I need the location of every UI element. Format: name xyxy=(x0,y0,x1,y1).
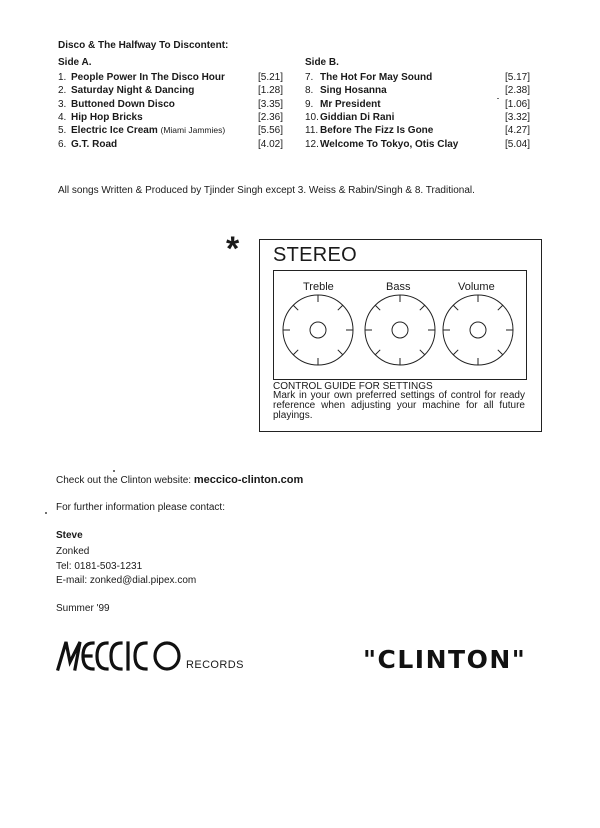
contact-company: Zonked xyxy=(56,546,90,557)
contact-intro: For further information please contact: xyxy=(56,502,225,513)
album-title: Disco & The Halfway To Discontent: xyxy=(58,40,229,51)
track-duration: [2.38] xyxy=(505,85,531,97)
side-b-heading: Side B. xyxy=(305,57,339,68)
volume-dial xyxy=(443,295,513,365)
bass-dial xyxy=(365,295,435,365)
track-row xyxy=(58,84,288,97)
track-title: Giddian Di Rani xyxy=(320,111,395,123)
website-url[interactable]: meccico-clinton.com xyxy=(193,474,304,486)
contact-email: E-mail: zonked@dial.pipex.com xyxy=(56,575,197,586)
meccico-logo xyxy=(56,638,184,672)
track-title: Welcome To Tokyo, Otis Clay xyxy=(320,138,459,150)
track-title: Hip Hop Bricks xyxy=(71,111,143,123)
track-note: (Miami Jammies) xyxy=(160,125,226,136)
track-title: People Power In The Disco Hour xyxy=(71,72,225,83)
track-duration: [5.17] xyxy=(505,72,531,83)
track-duration: [5.56] xyxy=(258,125,284,137)
track-number: 11. xyxy=(305,125,319,137)
website-prefix: Check out the Clinton website: xyxy=(56,475,194,486)
track-row xyxy=(305,138,535,151)
stereo-title: STEREO xyxy=(273,244,358,266)
scan-speck xyxy=(45,512,47,514)
release-season: Summer '99 xyxy=(56,603,110,614)
track-number: 8. xyxy=(305,85,314,97)
dial-label-volume: Volume xyxy=(458,281,495,293)
track-row xyxy=(58,124,288,137)
track-duration: [1.28] xyxy=(258,85,284,97)
track-number: 2. xyxy=(58,85,67,97)
track-number: 9. xyxy=(305,98,314,110)
track-number: 4. xyxy=(58,111,67,123)
track-row xyxy=(305,124,535,137)
track-duration: [3.32] xyxy=(505,111,531,123)
track-row xyxy=(305,98,535,111)
asterisk-mark: * xyxy=(226,230,240,268)
track-duration: [2.36] xyxy=(258,111,284,123)
track-title: Saturday Night & Dancing xyxy=(71,85,195,97)
track-row xyxy=(305,84,535,97)
track-row xyxy=(305,71,535,84)
track-title: Sing Hosanna xyxy=(320,85,387,97)
track-number: 1. xyxy=(58,72,67,83)
track-duration: [4.27] xyxy=(505,125,531,137)
track-duration: [4.02] xyxy=(258,138,284,150)
track-row xyxy=(58,138,288,151)
track-duration: [1.06] xyxy=(505,98,531,110)
track-duration: [5.04] xyxy=(505,138,531,150)
track-row xyxy=(305,111,535,124)
band-name: "CLINTON" xyxy=(363,645,527,674)
control-guide-title: CONTROL GUIDE FOR SETTINGS xyxy=(273,381,433,392)
scan-speck xyxy=(113,470,115,472)
track-title: Mr President xyxy=(320,98,381,110)
scan-speck xyxy=(497,98,499,99)
track-title: G.T. Road xyxy=(71,138,118,150)
contact-phone: Tel: 0181-503-1231 xyxy=(56,561,143,572)
track-title: The Hot For May Sound xyxy=(320,72,433,83)
website-line xyxy=(56,474,303,486)
track-row xyxy=(58,98,288,111)
track-title: Before The Fizz Is Gone xyxy=(320,125,434,137)
dial-label-bass: Bass xyxy=(386,281,411,293)
track-number: 3. xyxy=(58,98,67,110)
track-number: 5. xyxy=(58,125,67,137)
track-number: 6. xyxy=(58,138,67,150)
treble-dial xyxy=(283,295,353,365)
label-records: RECORDS xyxy=(186,659,244,671)
track-duration: [3.35] xyxy=(258,98,284,110)
dial-label-treble: Treble xyxy=(303,281,334,293)
track-title: Buttoned Down Disco xyxy=(71,98,175,110)
writing-credits: All songs Written & Produced by Tjinder Singh except 3. Weiss & Rabin/Singh & 8. Traditional. xyxy=(58,185,475,196)
control-guide-text: Mark in your own preferred settings of control for ready reference when adjusting your machine for all future playings. xyxy=(273,390,525,421)
track-number: 10. xyxy=(305,111,319,123)
tone-dials xyxy=(273,292,527,372)
track-duration: [5.21] xyxy=(258,72,284,83)
track-number: 12. xyxy=(305,138,319,150)
contact-name: Steve xyxy=(56,530,83,541)
track-row xyxy=(58,71,288,84)
track-row xyxy=(58,111,288,124)
track-number: 7. xyxy=(305,72,314,83)
side-a-heading: Side A. xyxy=(58,57,92,68)
track-title: Electric Ice Cream xyxy=(71,125,158,137)
